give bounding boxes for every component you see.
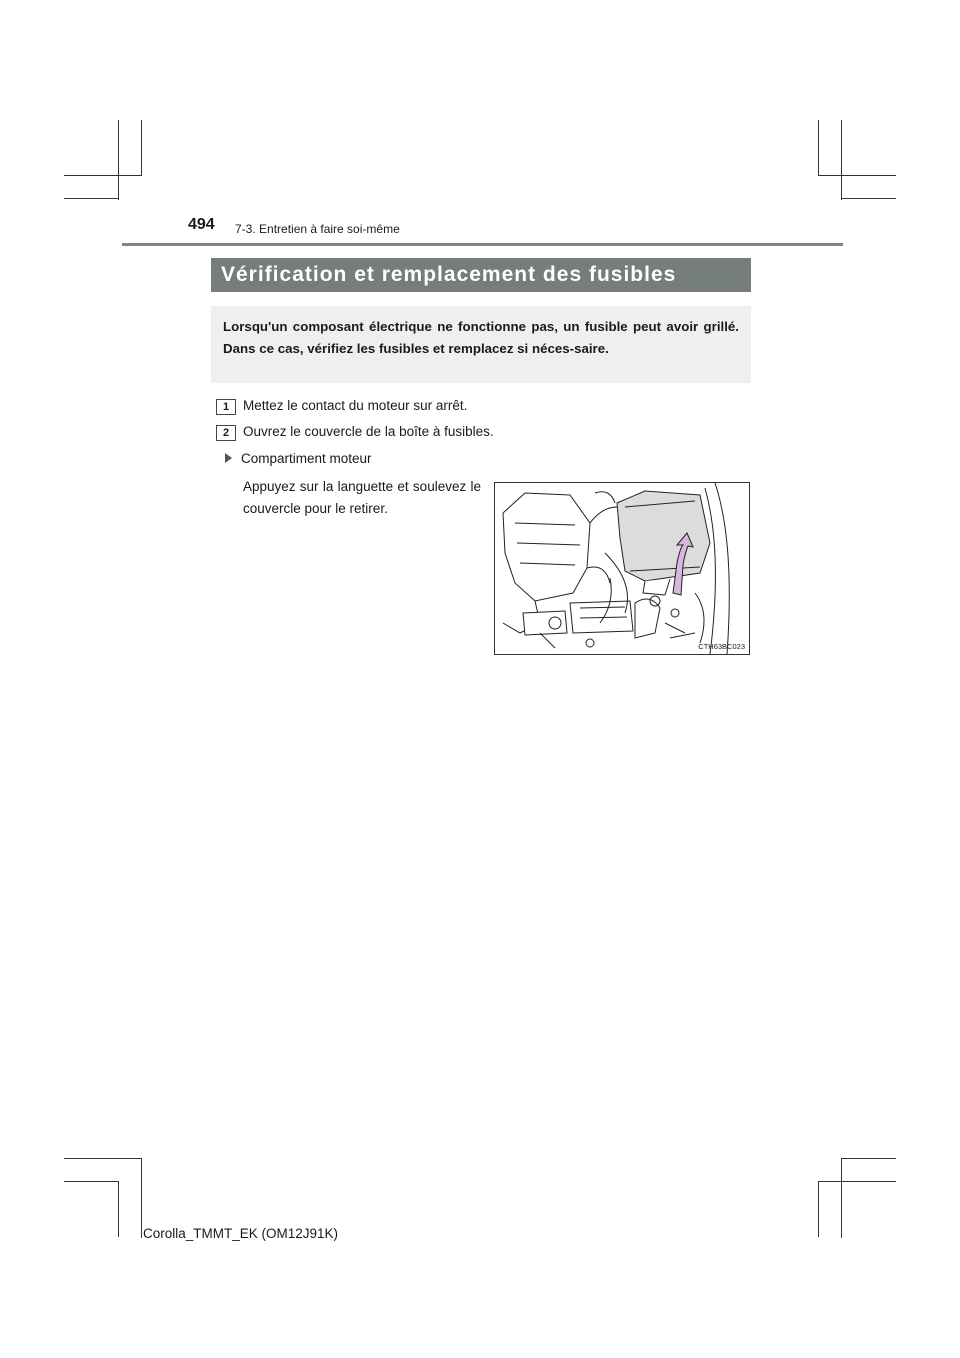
header-divider [122, 243, 843, 246]
page-number: 494 [188, 216, 215, 233]
crop-mark [841, 1158, 842, 1238]
step-text: Mettez le contact du moteur sur arrêt. [243, 398, 468, 413]
section-reference: 7-3. Entretien à faire soi-même [235, 222, 400, 236]
intro-box [211, 306, 751, 383]
crop-mark [818, 1181, 819, 1237]
crop-mark [818, 120, 819, 176]
crop-mark [64, 175, 142, 176]
subsection-text: Appuyez sur la languette et soulevez le couvercle pour le retirer. [243, 479, 481, 516]
step-text: Ouvrez le couvercle de la boîte à fusibles. [243, 424, 494, 439]
crop-mark [841, 120, 842, 200]
crop-mark [141, 1158, 142, 1238]
subsection-heading [225, 451, 372, 466]
triangle-bullet-icon [225, 453, 232, 463]
crop-mark [141, 120, 142, 176]
crop-mark [64, 1158, 142, 1159]
crop-mark [841, 1158, 896, 1159]
crop-mark [64, 1181, 119, 1182]
step-number: 2 [216, 425, 236, 441]
step-number: 1 [216, 399, 236, 415]
crop-mark [64, 198, 119, 199]
section-title: Vérification et remplacement des fusibles [211, 258, 751, 292]
crop-mark [118, 1181, 119, 1237]
figure-code: CTH63BC023 [698, 642, 745, 651]
subsection-label: Compartiment moteur [241, 451, 372, 466]
engine-compartment-illustration [494, 482, 750, 655]
crop-mark [818, 175, 896, 176]
intro-text: Lorsqu'un composant électrique ne fonctionne pas, un fusible peut avoir grillé. Dans ce cas, vérifiez les fusibles et remplacez si néces-saire. [223, 319, 739, 356]
crop-mark [818, 1181, 896, 1182]
crop-mark [118, 120, 119, 200]
crop-mark [841, 198, 896, 199]
engine-illustration [495, 483, 749, 654]
document-footer: Corolla_TMMT_EK (OM12J91K) [143, 1226, 339, 1241]
